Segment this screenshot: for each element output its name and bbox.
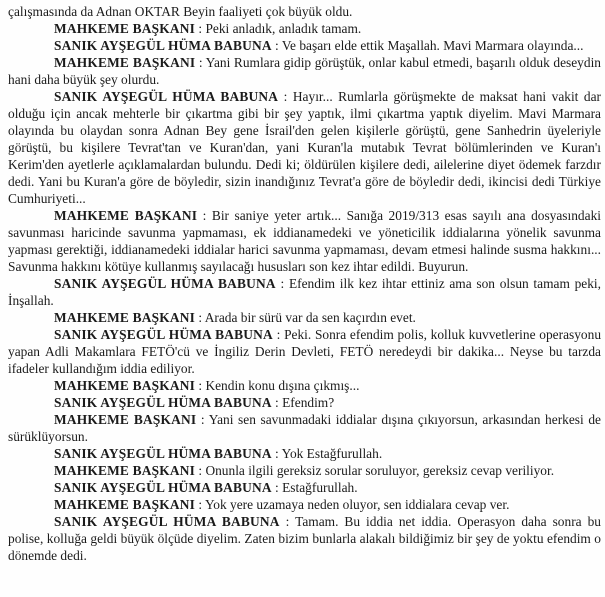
speech-text: Bir saniye yeter artık... Sanığa 2019/313 esas sayılı ana dosyasındaki savunması haricinde savunma yapmaması, ek iddianamedeki ve yöneticilik iddialarına yönelik savunma yapması gerektiği, iddianamedeki iddialar harici savunma yapmaması, devam etmesi halinde susma hakkını... Savunma hakkını kötüye kullanmış sayılacağı hususları son kez ihtar edildi. Buyurun. (8, 208, 601, 274)
transcript-paragraph: MAHKEME BAŞKANI : Yok yere uzamaya neden oluyor, sen iddialara cevap ver. (54, 497, 510, 512)
speech-text: Yok Estağfurullah. (281, 446, 383, 461)
speaker-name: MAHKEME BAŞKANI (54, 497, 196, 512)
speech-text: Kendin konu dışına çıkmış... (205, 378, 360, 393)
speaker-name: SANIK AYŞEGÜL HÜMA BABUNA (54, 446, 272, 461)
speaker-name: MAHKEME BAŞKANI (54, 208, 198, 223)
transcript-paragraph: SANIK AYŞEGÜL HÜMA BABUNA : Ve başarı elde ettik Maşallah. Mavi Marmara olayında... (54, 38, 584, 53)
speech-text: Peki anladık, anladık tamam. (205, 21, 362, 36)
speech-text: Ve başarı elde ettik Maşallah. Mavi Marmara olayında... (281, 38, 584, 53)
speaker-name: SANIK AYŞEGÜL HÜMA BABUNA (54, 395, 272, 410)
speaker-name: SANIK AYŞEGÜL HÜMA BABUNA (54, 514, 280, 529)
speech-text: Onunla ilgili gereksiz sorular soruluyor, gereksiz cevap veriliyor. (205, 463, 555, 478)
speech-text: Efendim? (282, 395, 335, 410)
speaker-name: SANIK AYŞEGÜL HÜMA BABUNA (54, 38, 272, 53)
speaker-name: SANIK AYŞEGÜL HÜMA BABUNA (54, 89, 279, 104)
speaker-name: MAHKEME BAŞKANI (54, 378, 196, 393)
speech-text: Tamam. Bu iddia net iddia. Operasyon daha sonra bu polise, kolluğa geldi büyük ölçüde diyelim. Zaten bizim bunlarla alakalı bildiğimiz bir şey de yoktu efendim o dönemde dedi. (8, 514, 601, 563)
transcript-paragraph: MAHKEME BAŞKANI : Yani sen savunmadaki iddialar dışına çıkıyorsun, arkasından herkesi de sürüklüyorsun. (8, 412, 601, 444)
speech-text: Arada bir sürü var da sen kaçırdın evet. (204, 310, 416, 325)
speaker-name: MAHKEME BAŞKANI (54, 412, 197, 427)
transcript-paragraph: SANIK AYŞEGÜL HÜMA BABUNA : Estağfurullah. (54, 480, 358, 495)
speech-text: Peki. Sonra efendim polis, kolluk kuvvetlerine operasyonu yapan Adli Makamlara FETÖ'cü ve İngiliz Derin Devleti, FETÖ neredeydi bir dakika... Neyse bu tarzda ifadeler kullandığım iddia ediliyor. (8, 327, 602, 376)
speaker-name: MAHKEME BAŞKANI (54, 21, 196, 36)
speaker-name: MAHKEME BAŞKANI (54, 310, 196, 325)
speech-text: Yok yere uzamaya neden oluyor, sen iddialara cevap ver. (204, 497, 510, 512)
transcript-paragraph: SANIK AYŞEGÜL HÜMA BABUNA : Hayır... Rumlarla görüşmekte de maksat hani vakit dar olduğu için ancak mehterle bir çıkartma gibi bir şey yaptık, ilmi çıkartma yaptık diyelim. Mavi Marmara olayında bu olaydan sonra Adnan Bey gene İsrail'den gelen kişilerle görüştü, gene Sanhedrin üyeleriyle görüştü, bu kişilere Tevrat'tan ve Kuran'dan, yani Kuran'la mutabık Tevrat bölümlerinden ve Kuran'ı Kerim'den ayetlerle açıklamalardan bulundu. Dedi ki; öldürülen kişilere dedi, ailelerine diyet ödemek farzdır dedi. Yani bu Kuran'a göre de böyledir, sizin inandığınız Tevrat'a göre de böyledir dedi, ikincisi dedi Türkiye Cumhuriyeti... (8, 89, 601, 206)
transcript-paragraph: SANIK AYŞEGÜL HÜMA BABUNA : Efendim? (54, 395, 335, 410)
speaker-name: SANIK AYŞEGÜL HÜMA BABUNA (54, 480, 272, 495)
transcript-paragraph: MAHKEME BAŞKANI : Peki anladık, anladık tamam. (54, 21, 362, 36)
transcript (8, 3, 601, 564)
speaker-name: SANIK AYŞEGÜL HÜMA BABUNA (54, 327, 273, 342)
transcript-paragraph: SANIK AYŞEGÜL HÜMA BABUNA : Peki. Sonra efendim polis, kolluk kuvvetlerine operasyonu yapan Adli Makamlara FETÖ'cü ve İngiliz Derin Devleti, FETÖ neredeydi bir dakika... Neyse bu tarzda ifadeler kullandığım iddia ediliyor. (8, 327, 602, 376)
speaker-name: MAHKEME BAŞKANI (54, 55, 196, 70)
speech-text: Yani sen savunmadaki iddialar dışına çıkıyorsun, arkasından herkesi de sürüklüyorsun. (8, 412, 601, 444)
speech-text: Hayır... Rumlarla görüşmekte de maksat hani vakit dar olduğu için ancak mehterle bir çıkartma gibi bir şey yaptık, ilmi çıkartma yaptık diyelim. Mavi Marmara olayında bu olaydan sonra Adnan Bey gene İsrail'den gelen kişilerle görüştü, gene Sanhedrin üyeleriyle görüştü, bu kişilere Tevrat'tan ve Kuran'dan, yani Kuran'la mutabık Tevrat bölümlerinden ve Kuran'ı Kerim'den ayetlerle açıklamalardan bulundu. Dedi ki; öldürülen kişilere dedi, ailelerine diyet ödemek farzdır dedi. Yani bu Kuran'a göre de böyledir, sizin inandığınız Tevrat'a göre de böyledir dedi, ikincisi dedi Türkiye Cumhuriyeti... (8, 89, 601, 206)
transcript-paragraph: MAHKEME BAŞKANI : Bir saniye yeter artık... Sanığa 2019/313 esas sayılı ana dosyasındaki savunması haricinde savunma yapmaması, ek iddianamedeki ve yöneticilik iddialarına yönelik savunma yapması gerektiği, iddianamedeki iddialar harici savunma yapmaması, devam etmesi halinde susma hakkını... Savunma hakkını kötüye kullanmış sayılacağı hususları son kez ihtar edildi. Buyurun. (8, 208, 601, 274)
transcript-paragraph: MAHKEME BAŞKANI : Onunla ilgili gereksiz sorular soruluyor, gereksiz cevap veriliyor. (54, 463, 555, 478)
speech-text: çalışmasında da Adnan OKTAR Beyin faaliyeti çok büyük oldu. (8, 4, 353, 19)
transcript-paragraph: SANIK AYŞEGÜL HÜMA BABUNA : Yok Estağfurullah. (54, 446, 383, 461)
transcript-paragraph: MAHKEME BAŞKANI : Arada bir sürü var da sen kaçırdın evet. (54, 310, 416, 325)
transcript-paragraph: MAHKEME BAŞKANI : Kendin konu dışına çıkmış... (54, 378, 360, 393)
transcript-paragraph (8, 3, 601, 20)
speech-text: Efendim ilk kez ihtar ettiniz ama son olsun tamam peki, İnşallah. (8, 276, 601, 308)
speaker-name: SANIK AYŞEGÜL HÜMA BABUNA (54, 276, 276, 291)
transcript-paragraph: MAHKEME BAŞKANI : Yani Rumlara gidip görüştük, onlar kabul etmedi, başarılı olduk deseydin hani daha büyük şey olurdu. (8, 55, 601, 87)
transcript-paragraph: SANIK AYŞEGÜL HÜMA BABUNA : Efendim ilk kez ihtar ettiniz ama son olsun tamam peki, İnşallah. (8, 276, 601, 308)
transcript-paragraph: SANIK AYŞEGÜL HÜMA BABUNA : Tamam. Bu iddia net iddia. Operasyon daha sonra bu polise, kolluğa geldi büyük ölçüde diyelim. Zaten bizim bunlarla alakalı bildiğimiz bir şey de yoktu efendim o dönemde dedi. (8, 514, 601, 563)
speech-text: Yani Rumlara gidip görüştük, onlar kabul etmedi, başarılı olduk deseydin hani daha büyük şey olurdu. (8, 55, 601, 87)
speaker-name: MAHKEME BAŞKANI (54, 463, 196, 478)
speech-text: Estağfurullah. (282, 480, 358, 495)
